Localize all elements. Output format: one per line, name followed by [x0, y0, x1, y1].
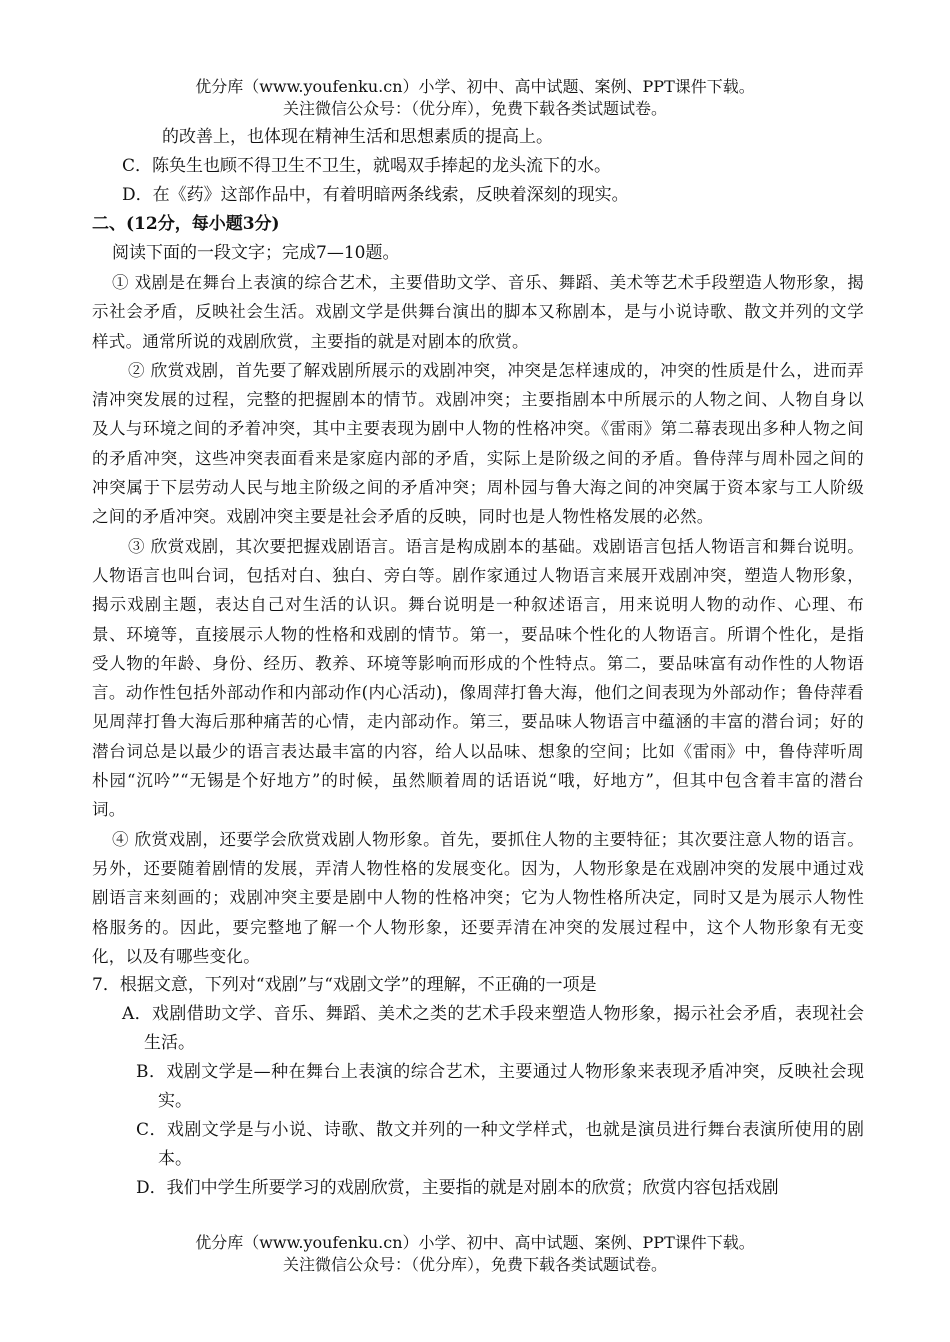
question-7-stem: 7．根据文意，下列对“戏剧”与“戏剧文学”的理解，不正确的一项是: [92, 975, 597, 996]
question-7-option-a: A．戏剧借助文学、音乐、舞蹈、美术之类的艺术手段来塑造人物形象，揭示社会矛盾，表现社会生活。: [122, 1004, 864, 1054]
continuation-line: 的改善上，也体现在精神生活和思想素质的提高上。: [162, 127, 553, 147]
option-c: C．陈奂生也顾不得卫生不卫生，就喝双手捧起的龙头流下的水。: [122, 156, 612, 176]
section-title: 二、(12分，每小题3分): [92, 214, 280, 234]
option-d: D．在《药》这部作品中，有着明暗两条线索，反映着深刻的现实。: [122, 185, 629, 205]
document-body: [92, 123, 864, 1203]
passage-paragraph-2: ② 欣赏戏剧，首先要了解戏剧所展示的戏剧冲突，冲突是怎样速成的，冲突的性质是什么，进而弄清冲突发展的过程，完整的把握剧本的情节。戏剧冲突；主要指剧本中所展示的人物之间、人物自身以及人与环境之间的矛着冲突，其中主要表现为剧中人物的性格冲突。《雷雨》第二幕表现出多种人物之间的矛盾冲突，这些冲突表面看来是家庭内部的矛盾，实际上是阶级之间的矛盾。鲁侍萍与周朴园之间的冲突属于下层劳动人民与地主阶级之间的矛盾冲突；周朴园与鲁大海之间的冲突属于资本家与工人阶级之间的矛盾冲突。戏剧冲突主要是社会矛盾的反映，同时也是人物性格发展的必然。: [92, 360, 864, 527]
footer-line-1: 优分库（www.youfenku.cn）小学、初中、高中试题、案例、PPT课件下载。: [195, 1233, 755, 1252]
question-7-option-b: B．戏剧文学是—种在舞台上表演的综合艺术，主要通过人物形象来表现矛盾冲突，反映社会现实。: [136, 1062, 864, 1112]
question-7-option-d: D．我们中学生所要学习的戏剧欣赏，主要指的就是对剧本的欣赏；欣赏内容包括戏剧: [136, 1178, 779, 1199]
header-line-2: 关注微信公众号：（优分库），免费下载各类试题试卷。: [282, 99, 667, 118]
question-7-option-c: C．戏剧文学是与小说、诗歌、散文并列的一种文学样式，也就是演员进行舞台表演所使用的剧本。: [136, 1120, 864, 1170]
passage-paragraph-3: ③ 欣赏戏剧，其次要把握戏剧语言。语言是构成剧本的基础。戏剧语言包括人物语言和舞台说明。人物语言也叫台词，包括对白、独白、旁白等。剧作家通过人物语言来展开戏剧冲突，塑造人物形象，揭示戏剧主题，表达自己对生活的认识。舞台说明是一种叙述语言，用来说明人物的动作、心理、布景、环境等，直接展示人物的性格和戏剧的情节。第一，要品味个性化的人物语言。所谓个性化，是指受人物的年龄、身份、经历、教养、环境等影响而形成的个性特点。第二，要品味富有动作性的人物语言。动作性包括外部动作和内部动作(内心活动)，像周萍打鲁大海，他们之间表现为外部动作；鲁侍萍看见周萍打鲁大海后那种痛苦的心情，走内部动作。第三，要品味人物语言中蕴涵的丰富的潜台词；好的潜台词总是以最少的语言表达最丰富的内容，给人以品味、想象的空间；比如《雷雨》中，鲁侍萍听周朴园“沉吟”“无锡是个好地方”的时候，虽然顺着周的话语说“哦，好地方”，但其中包含着丰富的潜台词。: [92, 536, 864, 820]
passage-paragraph-4: ④ 欣赏戏剧，还要学会欣赏戏剧人物形象。首先，要抓住人物的主要特征；其次要注意人物的语言。另外，还要随着剧情的发展，弄清人物性格的发展变化。因为，人物形象是在戏剧冲突的发展中通过戏剧语言来刻画的；戏剧冲突主要是剧中人物的性格冲突；它为人物性格所决定，同时又是为展示人物性格服务的。因此，要完整地了解一个人物形象，还要弄清在冲突的发展过程中，这个人物形象有无变化，以及有哪些变化。: [92, 829, 864, 966]
section-instruction: 阅读下面的一段文字；完成7—10题。: [112, 243, 400, 263]
passage-paragraph-1: ① 戏剧是在舞台上表演的综合艺术，主要借助文学、音乐、舞蹈、美术等艺术手段塑造人物形象，揭示社会矛盾，反映社会生活。戏剧文学是供舞台演出的脚本又称剧本，是与小说诗歌、散文并列的文学样式。通常所说的戏剧欣赏，主要指的就是对剧本的欣赏。: [92, 273, 864, 351]
footer-line-2: 关注微信公众号：（优分库），免费下载各类试题试卷。: [282, 1255, 667, 1274]
header-line-1: 优分库（www.youfenku.cn）小学、初中、高中试题、案例、PPT课件下载。: [195, 77, 755, 96]
